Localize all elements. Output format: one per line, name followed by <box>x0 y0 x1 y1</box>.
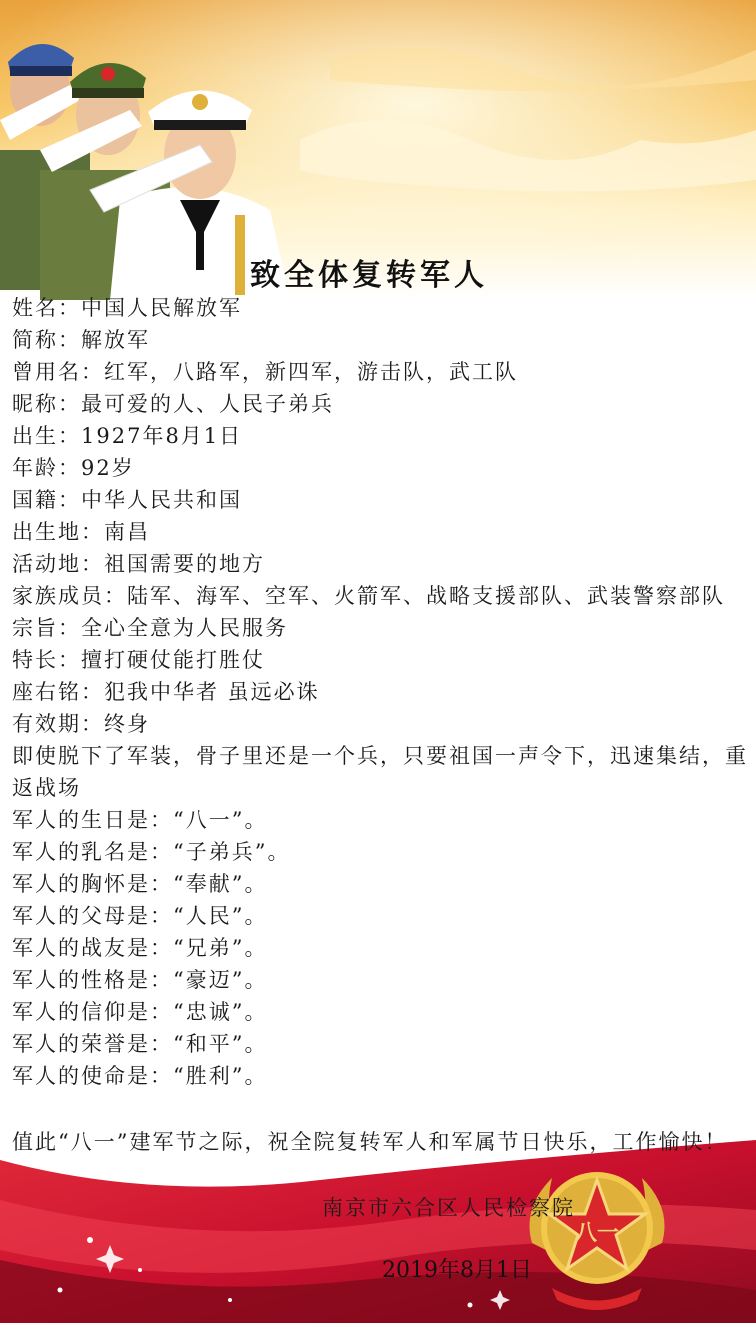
info-line-birthplace: 出生地：南昌 <box>12 520 150 544</box>
info-line-nickname: 昵称：最可爱的人、人民子弟兵 <box>12 392 334 416</box>
info-line-motto: 座右铭：犯我中华者 虽远必诛 <box>12 680 320 704</box>
signature-organization: 南京市六合区人民检察院 <box>322 1196 575 1220</box>
paragraph-veteran: 即使脱下了军装，骨子里还是一个兵，只要祖国一声令下，迅速集结，重返战场 <box>12 744 748 800</box>
info-line-age: 年龄：92岁 <box>12 456 135 480</box>
info-line-birth: 出生：1927年8月1日 <box>12 424 243 448</box>
soldier-line: 军人的使命是：“胜利”。 <box>12 1064 268 1088</box>
soldier-line: 军人的生日是：“八一”。 <box>12 808 268 832</box>
info-line-name: 姓名：中国人民解放军 <box>12 296 242 320</box>
letter-body <box>12 292 748 1092</box>
soldier-line: 军人的性格是：“豪迈”。 <box>12 968 268 992</box>
soldier-line: 军人的战友是：“兄弟”。 <box>12 936 268 960</box>
soldier-line: 军人的乳名是：“子弟兵”。 <box>12 840 291 864</box>
info-line-purpose: 宗旨：全心全意为人民服务 <box>12 616 288 640</box>
info-line-validity: 有效期：终身 <box>12 712 150 736</box>
emblem-text: 八一 <box>574 1221 620 1246</box>
soldier-line: 军人的父母是：“人民”。 <box>12 904 268 928</box>
info-line-short-name: 简称：解放军 <box>12 328 150 352</box>
pla-emblem-star <box>512 1148 682 1318</box>
info-line-nationality: 国籍：中华人民共和国 <box>12 488 242 512</box>
soldier-line: 军人的胸怀是：“奉献”。 <box>12 872 268 896</box>
page-title: 致全体复转军人 <box>250 258 488 293</box>
closing-greeting: 值此“八一”建军节之际，祝全院复转军人和军属节日快乐，工作愉快！ <box>12 1130 728 1154</box>
info-line-specialty: 特长：擅打硬仗能打胜仗 <box>12 648 265 672</box>
soldier-line: 军人的信仰是：“忠诚”。 <box>12 1000 268 1024</box>
info-line-former-names: 曾用名：红军，八路军，新四军，游击队，武工队 <box>12 360 518 384</box>
soldier-line: 军人的荣誉是：“和平”。 <box>12 1032 268 1056</box>
info-line-family-members: 家族成员：陆军、海军、空军、火箭军、战略支援部队、武装警察部队 <box>12 584 725 608</box>
signature-date: 2019年8月1日 <box>382 1258 532 1283</box>
info-line-activity-place: 活动地：祖国需要的地方 <box>12 552 265 576</box>
